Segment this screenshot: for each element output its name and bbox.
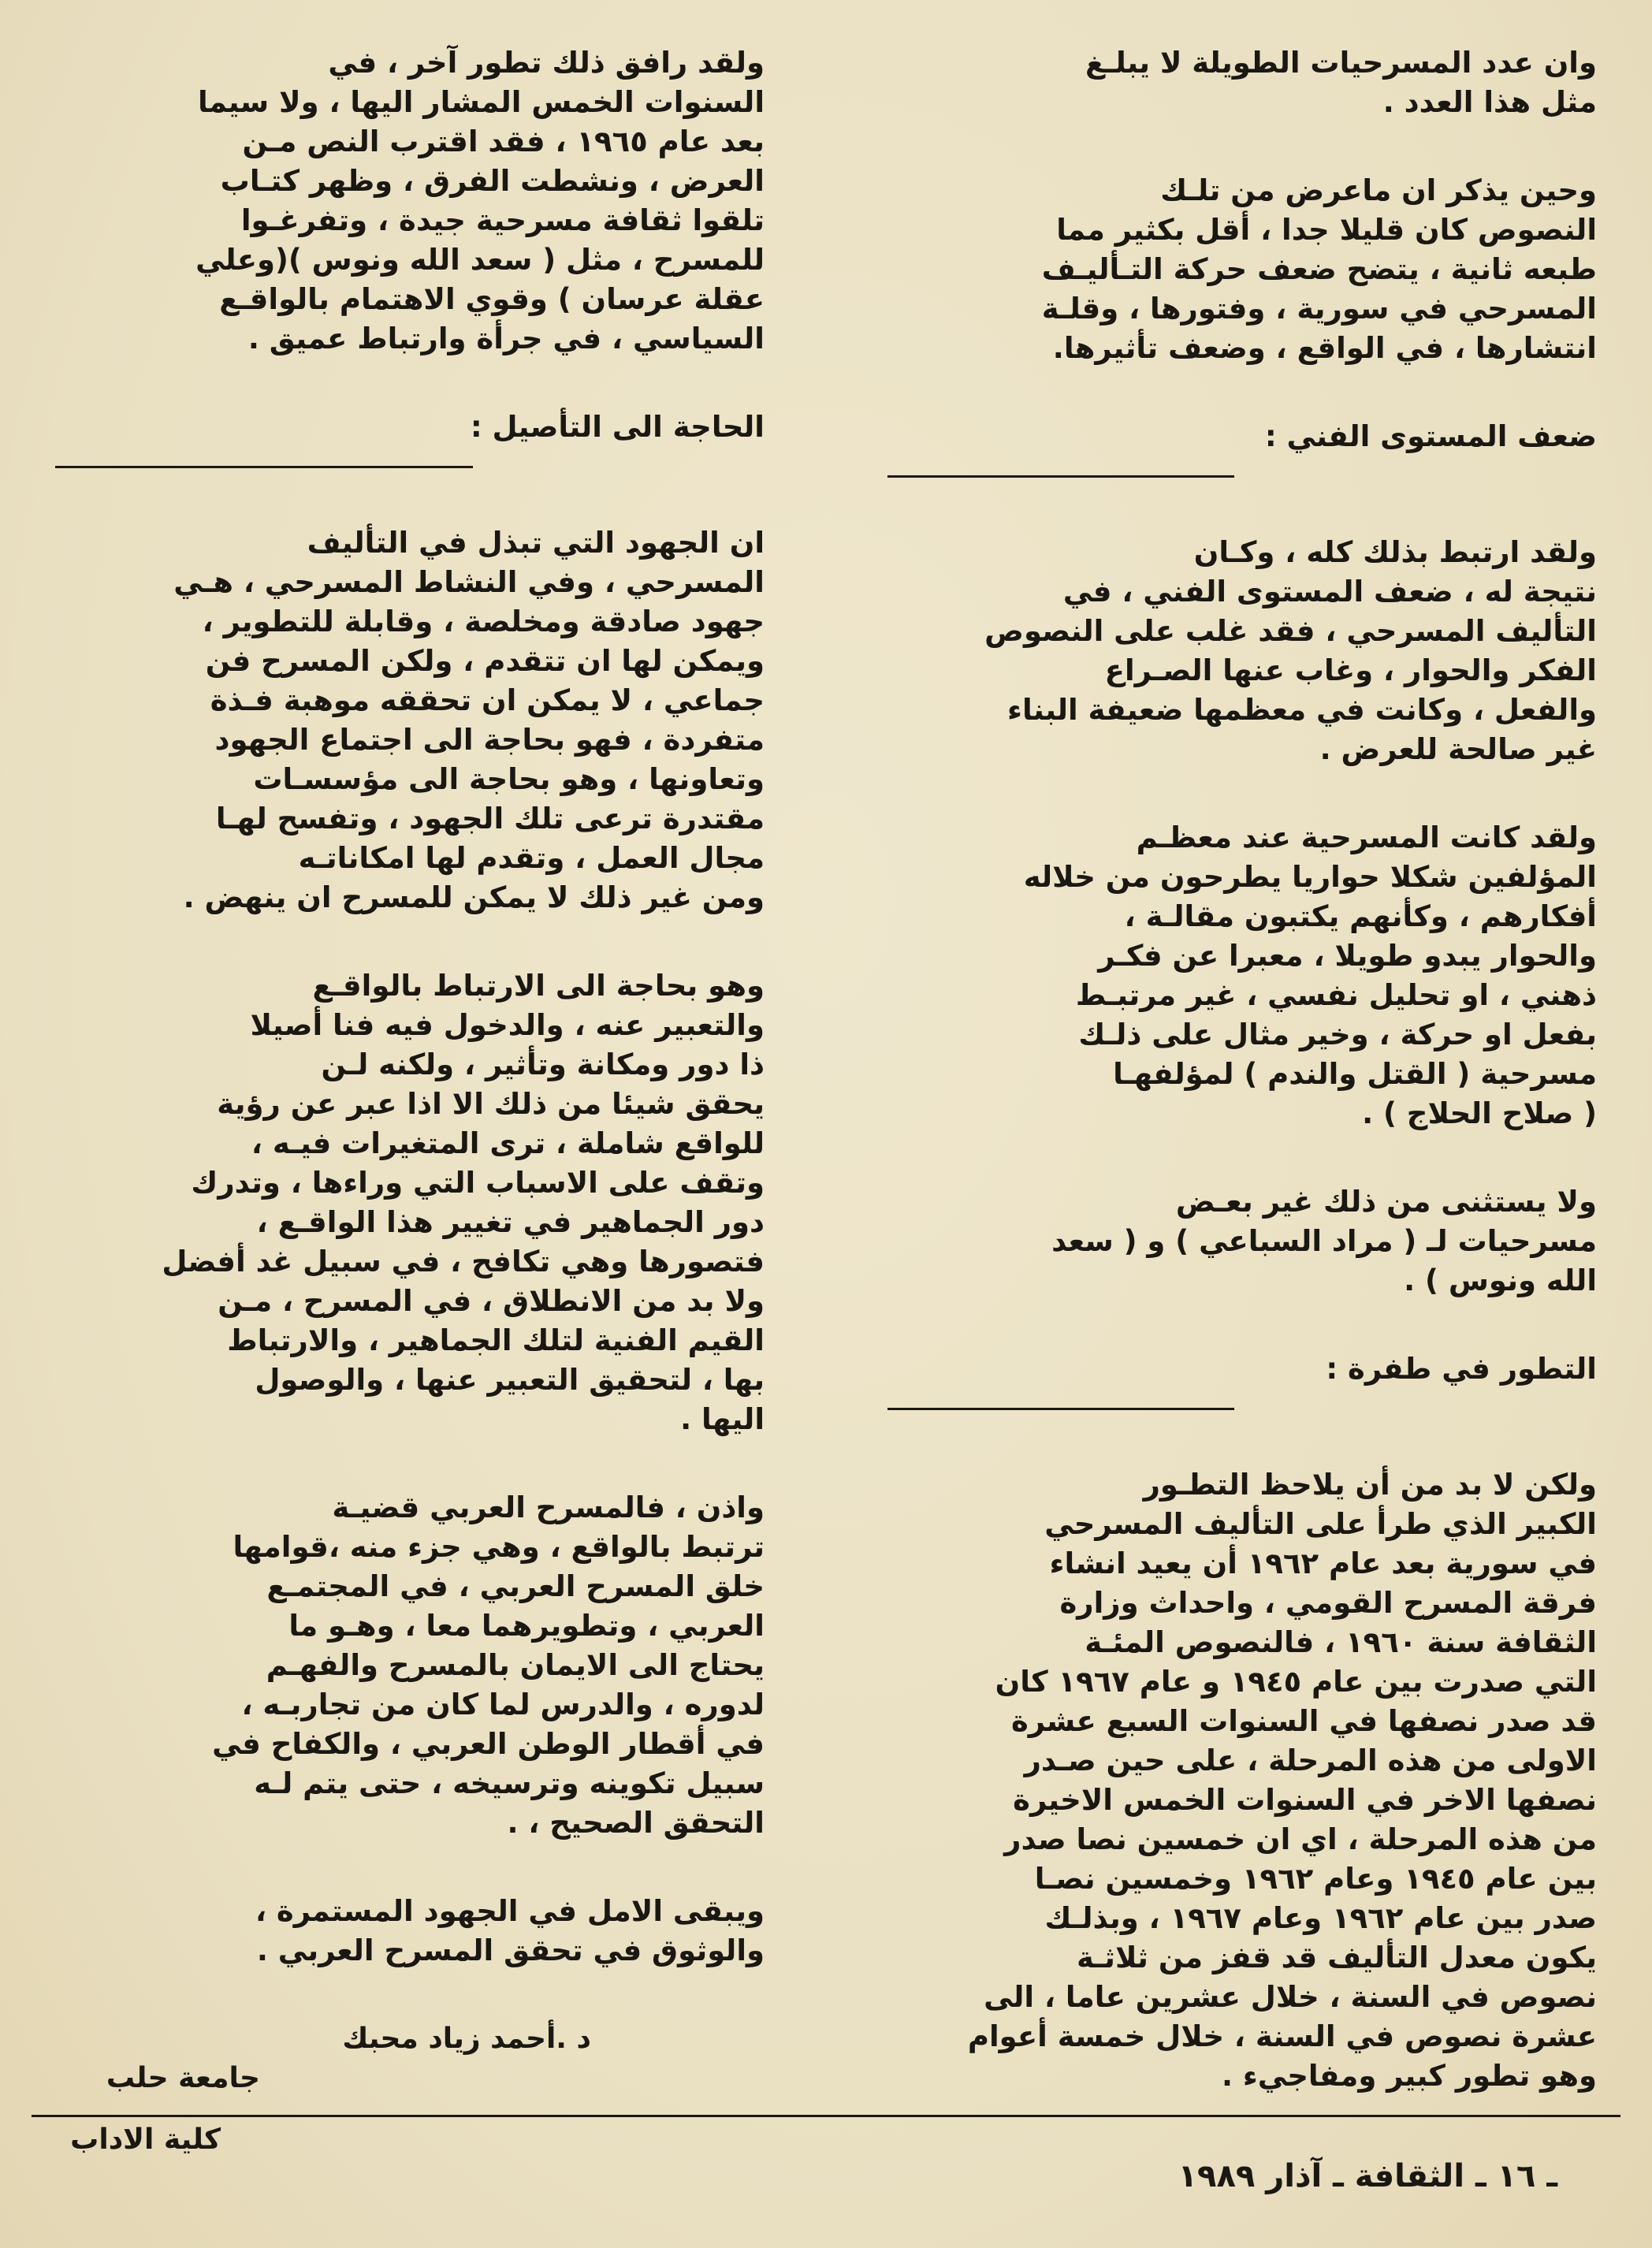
heading-underline (887, 1408, 1234, 1410)
paragraph: ولا يستثنى من ذلك غير بعـض مسرحيات لـ ( مراد السباعي ) و ( سعد الله ونوس ) . (1051, 1185, 1597, 1297)
author-faculty: كلية الاداب (70, 2123, 221, 2156)
paragraph: ولقد كانت المسرحية عند معظـم المؤلفين شكلا حواريا يطرحون من خلاله أفكارهم ، وكأنهم يكتبون مقالـة ، والحوار يبدو طويلا ، معبرا عن فكـر ذهني ، او تحليل نفسي ، غير مرتبـط بفعل او حركة ، وخير مثال على ذلـك مسرحية ( القتل والندم ) لمؤلفهـا ( صلاح الحلاج ) . (1023, 821, 1597, 1130)
section-heading (887, 1349, 1597, 1410)
paragraph: ولقد رافق ذلك تطور آخر ، في السنوات الخمس المشار اليها ، ولا سيما بعد عام ١٩٦٥ ، فقد اقترب النص مـن العرض ، ونشطت الفرق ، وظهر كتـاب تلقوا ثقافة مسرحية جيدة ، وتفرغـوا للمسرح ، مثل ( سعد الله ونوس )(وعلي عقلة عرسان ) وقوي الاهتمام بالواقـع السياسي ، في جرأة وارتباط عميق . (195, 46, 765, 355)
author-name: د .أحمد زياد محبك (342, 2023, 591, 2055)
paragraph: وحين يذكر ان ماعرض من تلـك النصوص كان قليلا جدا ، أقل بكثير مما طبعه ثانية ، يتضح ضعف حركة التـأليـف المسرحي في سورية ، وفتورها ، وقلـة انتشارها ، في الواقع ، وضعف تأثيرها. (1041, 173, 1597, 365)
heading-underline (55, 466, 473, 468)
paragraph: وهو بحاجة الى الارتباط بالواقـع والتعبير عنه ، والدخول فيه فنا أصيلا ذا دور ومكانة وتأثير ، ولكنه لـن يحقق شيئا من ذلك الا اذا عبر عن رؤية للواقع شاملة ، ترى المتغيرات فيـه ، وتقف على الاسباب التي وراءها ، وتدرك دور الجماهير في تغيير هذا الواقـع ، فتصورها وهي تكافح ، في سبيل غد أفضل ولا بد من الانطلاق ، في المسرح ، مـن القيم الفنية لتلك الجماهير ، والارتباط بها ، لتحقيق التعبير عنها ، والوصول اليها . (162, 969, 765, 1436)
section-heading-text: الحاجة الى التأصيل : (470, 410, 765, 444)
author-signature (55, 2019, 765, 2160)
paragraph: واذن ، فالمسرح العربي قضيـة ترتبط بالواقع ، وهي جزء منه ،قوامها خلق المسرح العربي ، في المجتمـع العربي ، وتطويرهما معا ، وهـو ما يحتاج الى الايمان بالمسرح والفهـم لدوره ، والدرس لما كان من تجاربـه ، في أقطار الوطن العربي ، والكفاح في سبيل تكوينه وترسيخه ، حتى يتم لـه التحقق الصحيح ، . (212, 1491, 765, 1840)
section-heading-text: التطور في طفرة : (1326, 1352, 1597, 1386)
paragraph: ولكن لا بد من أن يلاحظ التطـور الكبير الذي طرأ على التأليف المسرحي في سورية بعد عام ١٩٦٢ أن يعيد انشاء فرقة المسرح القومي ، واحداث وزارة الثقافة سنة ١٩٦٠ ، فالنصوص المئـة التي صدرت بين عام ١٩٤٥ و عام ١٩٦٧ كان قد صدر نصفها في السنوات السبع عشرة الاولى من هذه المرحلة ، على حين صـدر نصفها الاخر في السنوات الخمس الاخيرة من هذه المرحلة ، اي ان خمسين نصا صدر بين عام ١٩٤٥ وعام ١٩٦٢ وخمسين نصـا صدر بين عام ١٩٦٢ وعام ١٩٦٧ ، وبذلـك يكون معدل التأليف قد قفز من ثلاثـة نصوص في السنة ، خلال عشرين عاما ، الى عشرة نصوص في السنة ، خلال خمسة أعوام وهو تطور كبير ومفاجيء . (967, 1468, 1597, 2093)
paragraph: ان الجهود التي تبذل في التأليف المسرحي ، وفي النشاط المسرحي ، هـي جهود صادقة ومخلصة ، وقابلة للتطوير ، ويمكن لها ان تتقدم ، ولكن المسرح فن جماعي ، لا يمكن ان تحققه موهبة فـذة متفردة ، فهو بحاجة الى اجتماع الجهود وتعاونها ، وهو بحاجة الى مؤسسـات مقتدرة ترعى تلك الجهود ، وتفسح لهـا مجال العمل ، وتقدم لها امكاناتـه ومن غير ذلك لا يمكن للمسرح ان ينهض . (173, 526, 765, 914)
author-university: جامعة حلب (106, 2062, 260, 2094)
paragraph: ولقد ارتبط بذلك كله ، وكـان نتيجة له ، ضعف المستوى الفني ، في التأليف المسرحي ، فقد غلب على النصوص الفكر والحوار ، وغاب عنها الصـراع والفعل ، وكانت في معظمها ضعيفة البناء غير صالحة للعرض . (984, 535, 1597, 766)
page-footer: ـ ١٦ ـ الثقافة ـ آذار ١٩٨٩ (1178, 2158, 1557, 2194)
paragraph: وان عدد المسرحيات الطويلة لا يبلـغ مثل هذا العدد . (1085, 46, 1597, 119)
right-column (887, 43, 1597, 2145)
footer-divider (32, 2115, 1620, 2117)
section-heading-text: ضعف المستوى الفني : (1264, 419, 1597, 453)
section-heading (55, 408, 765, 468)
paragraph: ويبقى الامل في الجهود المستمرة ، والوثوق في تحقق المسرح العربي . (255, 1894, 765, 1967)
left-column (55, 43, 765, 2160)
section-heading (887, 417, 1597, 478)
heading-underline (887, 475, 1234, 478)
